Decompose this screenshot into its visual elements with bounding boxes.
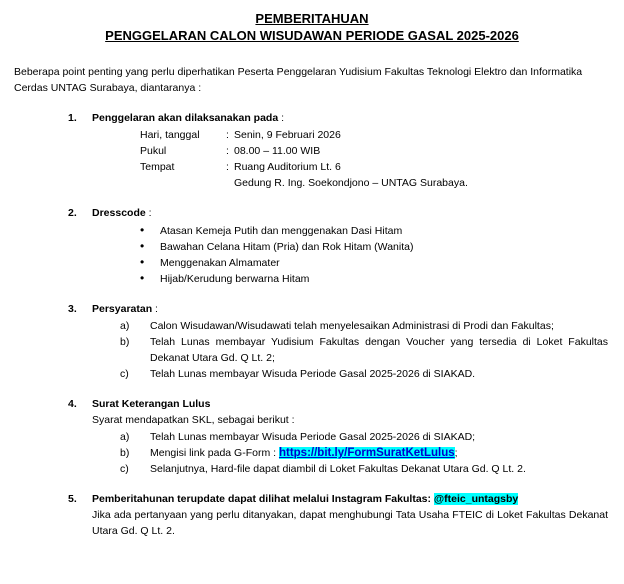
schedule-value-place-line2: Gedung R. Ing. Soekondjono – UNTAG Surabaya. [234,177,468,189]
schedule-label-day: Hari, tanggal [140,129,200,141]
page-subtitle: PENGGELARAN CALON WISUDAWAN PERIODE GASAL 2025-2026 [105,28,519,43]
list-item [120,366,608,382]
intro-paragraph: Beberapa point penting yang perlu diperhatikan Peserta Penggelaran Yudisium Fakultas Teknologi Elektro dan Informatika Cerdas UNTAG Surabaya, diantaranya : [14,66,583,94]
list-item: • Bawahan Celana Hitam (Pria) dan Rok Hitam (Wanita) [140,239,608,255]
item-number-3: 3. [68,303,77,315]
list-item-2 [12,205,612,287]
document-title-block [12,10,612,45]
dresscode-list [92,223,608,287]
list-item [120,445,608,461]
item-heading-2-text: Dresscode [92,207,146,219]
list-item: • Atasan Kemeja Putih dan menggenakan Dasi Hitam [140,223,608,239]
item-body-4 [92,396,608,477]
item-body-1 [92,110,608,191]
requirements-list [92,318,608,382]
item-body-text-5: Jika ada pertanyaan yang perlu ditanyakan, dapat menghubungi Tata Usaha FTEIC di Loket Fakultas Dekanat Utara Gd. Q Lt. 2. [92,509,608,537]
list-item-3 [12,301,612,382]
item-heading-2 [92,205,608,221]
list-marker: b) [120,336,130,348]
list-item [120,429,608,445]
list-item-5 [12,491,612,539]
item-heading-3-text: Persyaratan [92,303,153,315]
list-item-text: Telah Lunas membayar Yudisium Fakultas dengan Voucher yang tersedia di Loket Fakultas Dekanat Utara Gd. Q Lt. 2; [150,336,608,364]
item-heading-4: Surat Keterangan Lulus [92,398,211,410]
item-number-1: 1. [68,112,77,124]
list-item [120,318,608,334]
list-item-text: Telah Lunas membayar Wisuda Periode Gasal 2025-2026 di SIAKAD; [150,431,476,443]
item-number-4: 4. [68,398,77,410]
list-item [120,334,608,366]
item-heading-1 [92,110,608,126]
skl-requirements-list [92,429,608,477]
schedule-value-day: Senin, 9 Februari 2026 [234,129,341,141]
schedule-value-time: 08.00 – 11.00 WIB [234,145,321,157]
list-item-text: Telah Lunas membayar Wisuda Periode Gasal 2025-2026 di SIAKAD. [150,368,476,380]
list-item [120,461,608,477]
item-heading-1-text: Penggelaran akan dilaksanakan pada [92,112,279,124]
schedule-table [140,127,468,191]
item-heading-5-text: Pemberitahunan terupdate dapat dilihat melalui Instagram Fakultas: [92,493,434,505]
table-row [140,127,468,143]
schedule-label-place: Tempat [140,161,175,173]
item-heading-3-colon: : [152,303,158,315]
table-row [140,175,468,191]
title-line-primary [12,10,612,27]
list-item: • Hijab/Kerudung berwarna Hitam [140,271,608,287]
schedule-sep-place: : [226,161,229,173]
item-body-2 [92,205,608,287]
title-line-secondary [12,27,612,45]
gform-link[interactable]: https://bit.ly/FormSuratKetLulus [278,447,455,459]
list-marker: a) [120,431,130,443]
schedule-label-time: Pukul [140,145,167,157]
list-item-text-after: ; [454,447,458,459]
list-item-text: Calon Wisudawan/Wisudawati telah menyelesaikan Administrasi di Prodi dan Fakultas; [150,320,554,332]
page-title: PEMBERITAHUAN [255,11,369,26]
table-row [140,159,468,175]
schedule-sep-day: : [226,129,229,141]
item-heading-3 [92,301,608,317]
table-row [140,143,468,159]
list-marker: c) [120,463,129,475]
list-marker: a) [120,320,130,332]
list-item: • Menggenakan Almamater [140,255,608,271]
schedule-value-place: Ruang Auditorium Lt. 6 [234,161,341,173]
item-heading-2-colon: : [145,207,152,219]
item-heading-5 [92,491,608,507]
item-number-5: 5. [68,493,77,505]
item-subheading-4: Syarat mendapatkan SKL, sebagai berikut : [92,414,295,426]
item-heading-1-colon: : [278,112,285,124]
schedule-sep-time: : [226,145,229,157]
item-body-5 [92,491,608,539]
item-body-3 [92,301,608,382]
list-item-4 [12,396,612,477]
list-item-text-before: Mengisi link pada G-Form : [150,447,279,459]
item-number-2: 2. [68,207,77,219]
list-marker: b) [120,447,130,459]
list-marker: c) [120,368,129,380]
list-item-text: Selanjutnya, Hard-file dapat diambil di Loket Fakultas Dekanat Utara Gd. Q Lt. 2. [150,463,526,475]
instagram-handle[interactable]: @fteic_untagsby [433,493,519,505]
list-item-1 [12,110,612,191]
